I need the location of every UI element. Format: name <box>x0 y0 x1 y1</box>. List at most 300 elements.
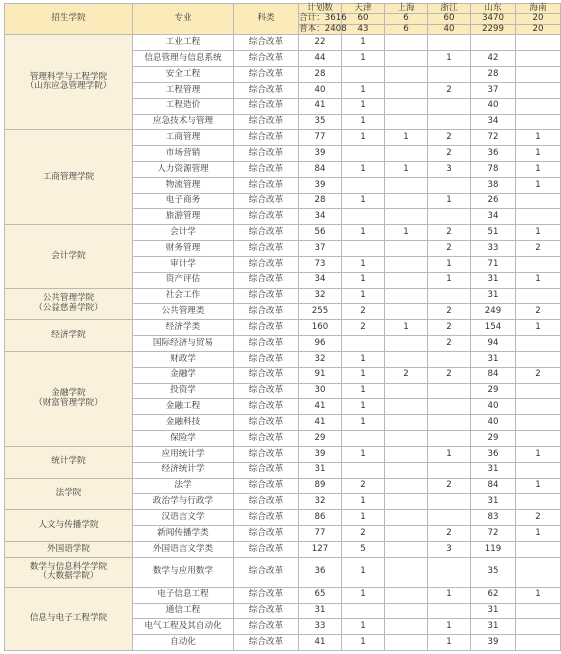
college-name-line: 会计学院 <box>51 250 86 261</box>
category-cell: 综合改革 <box>234 367 299 383</box>
region-cell <box>516 351 561 367</box>
region-cell <box>428 383 471 399</box>
region-cell <box>516 209 561 225</box>
region-cell: 1 <box>516 320 561 336</box>
region-cell: 36 <box>471 146 516 162</box>
region-cell <box>428 399 471 415</box>
region-cell <box>385 82 428 98</box>
region-cell: 1 <box>428 51 471 67</box>
region-cell: 51 <box>471 225 516 241</box>
region-cell: 2 <box>428 225 471 241</box>
region-cell <box>516 35 561 51</box>
region-cell: 31 <box>471 288 516 304</box>
major-cell: 数学与应用数学 <box>133 557 234 587</box>
summary-label: 普本： <box>299 23 325 34</box>
table-row <box>5 541 561 557</box>
region-cell <box>342 603 385 619</box>
plan-body <box>5 35 561 651</box>
category-cell: 综合改革 <box>234 431 299 447</box>
total-cell: 84 <box>299 161 342 177</box>
total-cell: 39 <box>299 177 342 193</box>
category-cell: 综合改革 <box>234 603 299 619</box>
header-category: 科类 <box>234 4 299 35</box>
major-cell: 法学 <box>133 478 234 494</box>
region-cell <box>385 431 428 447</box>
region-cell <box>385 619 428 635</box>
region-cell: 1 <box>385 320 428 336</box>
region-cell <box>385 603 428 619</box>
region-cell: 2 <box>428 478 471 494</box>
college-name-line: 公共管理学院 <box>42 293 95 304</box>
region-cell: 1 <box>428 446 471 462</box>
region-cell <box>516 67 561 83</box>
region-cell: 28 <box>471 67 516 83</box>
region-cell <box>428 35 471 51</box>
summary-cell: 20 <box>516 24 561 34</box>
major-cell: 工程管理 <box>133 82 234 98</box>
region-cell <box>428 114 471 130</box>
table-row <box>5 225 561 241</box>
region-cell: 1 <box>516 526 561 542</box>
major-cell: 经济统计学 <box>133 462 234 478</box>
region-cell: 1 <box>428 587 471 603</box>
region-cell: 1 <box>342 35 385 51</box>
college-name-line: 外国语学院 <box>47 543 90 554</box>
header-college: 招生学院 <box>5 4 133 35</box>
region-cell: 154 <box>471 320 516 336</box>
major-cell: 金融科技 <box>133 415 234 431</box>
college-name-line: （山东应急管理学院） <box>25 81 112 92</box>
region-cell: 1 <box>516 446 561 462</box>
region-cell <box>428 288 471 304</box>
region-cell: 31 <box>471 494 516 510</box>
total-cell: 39 <box>299 146 342 162</box>
region-cell <box>428 67 471 83</box>
total-cell: 28 <box>299 67 342 83</box>
region-cell <box>385 35 428 51</box>
major-cell: 信息管理与信息系统 <box>133 51 234 67</box>
region-cell: 1 <box>516 587 561 603</box>
table-row <box>5 35 561 51</box>
region-cell <box>385 193 428 209</box>
region-cell: 1 <box>342 272 385 288</box>
region-cell: 2 <box>428 336 471 352</box>
category-cell: 综合改革 <box>234 415 299 431</box>
region-cell: 1 <box>342 256 385 272</box>
region-cell: 3 <box>428 541 471 557</box>
summary-cell: 6 <box>385 24 428 34</box>
summary-total-cell <box>299 23 347 34</box>
region-cell <box>516 619 561 635</box>
region-cell: 1 <box>342 635 385 651</box>
region-cell: 1 <box>342 51 385 67</box>
region-cell: 83 <box>471 510 516 526</box>
region-cell: 1 <box>385 130 428 146</box>
table-row <box>5 478 561 494</box>
region-cell <box>385 541 428 557</box>
region-cell: 29 <box>471 383 516 399</box>
region-cell: 36 <box>471 446 516 462</box>
region-cell <box>385 635 428 651</box>
header-total: 计划数 <box>299 4 342 14</box>
major-cell: 审计学 <box>133 256 234 272</box>
college-name-line: 人文与传播学院 <box>38 519 99 530</box>
college-cell <box>5 446 133 478</box>
region-cell <box>385 446 428 462</box>
major-cell: 工商管理 <box>133 130 234 146</box>
total-cell: 127 <box>299 541 342 557</box>
total-cell: 22 <box>299 35 342 51</box>
total-cell: 160 <box>299 320 342 336</box>
region-cell: 40 <box>471 399 516 415</box>
region-cell: 1 <box>342 225 385 241</box>
region-cell <box>385 336 428 352</box>
total-cell: 31 <box>299 462 342 478</box>
region-cell: 1 <box>342 399 385 415</box>
header-region-shandong: 山东 <box>471 4 516 14</box>
region-cell <box>385 494 428 510</box>
header-region-shanghai: 上海 <box>385 4 428 14</box>
major-cell: 新闻传播学类 <box>133 526 234 542</box>
college-cell <box>5 587 133 650</box>
region-cell <box>428 603 471 619</box>
region-cell: 1 <box>342 446 385 462</box>
total-cell: 86 <box>299 510 342 526</box>
region-cell <box>385 256 428 272</box>
header-region-hainan: 海南 <box>516 4 561 14</box>
region-cell: 2 <box>428 82 471 98</box>
college-name-line: 经济学院 <box>51 329 86 340</box>
region-cell: 1 <box>342 510 385 526</box>
region-cell <box>516 462 561 478</box>
region-cell: 34 <box>471 209 516 225</box>
major-cell: 财政学 <box>133 351 234 367</box>
total-cell: 33 <box>299 619 342 635</box>
summary-cell: 43 <box>342 24 385 34</box>
region-cell: 2 <box>428 320 471 336</box>
college-name-line: 数学与信息科学学院 <box>29 561 108 572</box>
region-cell: 2 <box>516 367 561 383</box>
region-cell <box>516 193 561 209</box>
region-cell: 84 <box>471 367 516 383</box>
region-cell: 119 <box>471 541 516 557</box>
region-cell <box>516 603 561 619</box>
major-cell: 通信工程 <box>133 603 234 619</box>
table-row <box>5 320 561 336</box>
region-cell <box>471 35 516 51</box>
region-cell: 1 <box>516 130 561 146</box>
region-cell: 1 <box>342 161 385 177</box>
category-cell: 综合改革 <box>234 587 299 603</box>
region-cell <box>385 272 428 288</box>
region-cell <box>516 383 561 399</box>
major-cell: 金融学 <box>133 367 234 383</box>
region-cell <box>428 494 471 510</box>
region-cell <box>428 431 471 447</box>
region-cell <box>342 146 385 162</box>
region-cell: 1 <box>342 367 385 383</box>
major-cell: 公共管理类 <box>133 304 234 320</box>
summary-cell: 2299 <box>471 24 516 34</box>
region-cell <box>385 146 428 162</box>
region-cell <box>385 241 428 257</box>
region-cell: 2 <box>428 146 471 162</box>
category-cell: 综合改革 <box>234 193 299 209</box>
total-cell: 30 <box>299 383 342 399</box>
total-cell: 41 <box>299 98 342 114</box>
region-cell <box>516 431 561 447</box>
region-cell <box>342 462 385 478</box>
region-cell <box>385 209 428 225</box>
region-cell <box>385 177 428 193</box>
region-cell <box>428 351 471 367</box>
region-cell: 71 <box>471 256 516 272</box>
region-cell: 39 <box>471 635 516 651</box>
region-cell: 1 <box>342 193 385 209</box>
header-region-zhejiang: 浙江 <box>428 4 471 14</box>
college-name-line: 工商管理学院 <box>42 171 95 182</box>
category-cell: 综合改革 <box>234 114 299 130</box>
total-cell: 31 <box>299 603 342 619</box>
region-cell <box>385 304 428 320</box>
summary-cell: 20 <box>516 14 561 24</box>
total-cell: 41 <box>299 399 342 415</box>
region-cell: 1 <box>342 587 385 603</box>
region-cell: 1 <box>516 225 561 241</box>
region-cell: 1 <box>342 114 385 130</box>
region-cell: 26 <box>471 193 516 209</box>
region-cell: 1 <box>516 478 561 494</box>
region-cell: 1 <box>516 272 561 288</box>
major-cell: 应用统计学 <box>133 446 234 462</box>
region-cell <box>385 399 428 415</box>
category-cell: 综合改革 <box>234 256 299 272</box>
college-cell <box>5 320 133 352</box>
region-cell <box>428 462 471 478</box>
major-cell: 外国语言文学类 <box>133 541 234 557</box>
major-cell: 社会工作 <box>133 288 234 304</box>
region-cell: 1 <box>342 98 385 114</box>
category-cell: 综合改革 <box>234 130 299 146</box>
region-cell: 1 <box>342 351 385 367</box>
category-cell: 综合改革 <box>234 67 299 83</box>
college-cell <box>5 478 133 510</box>
total-cell: 39 <box>299 446 342 462</box>
total-cell: 41 <box>299 635 342 651</box>
total-cell: 56 <box>299 225 342 241</box>
region-cell <box>516 541 561 557</box>
region-cell: 1 <box>342 619 385 635</box>
college-name-line: 统计学院 <box>51 456 86 467</box>
region-cell: 1 <box>342 415 385 431</box>
header-major: 专业 <box>133 4 234 35</box>
admission-plan-document <box>4 3 545 651</box>
total-cell: 32 <box>299 494 342 510</box>
region-cell: 1 <box>428 619 471 635</box>
region-cell: 1 <box>342 288 385 304</box>
category-cell: 综合改革 <box>234 383 299 399</box>
region-cell <box>516 336 561 352</box>
region-cell <box>385 510 428 526</box>
category-cell: 综合改革 <box>234 526 299 542</box>
region-cell: 1 <box>516 177 561 193</box>
category-cell: 综合改革 <box>234 494 299 510</box>
category-cell: 综合改革 <box>234 241 299 257</box>
region-cell: 33 <box>471 241 516 257</box>
category-cell: 综合改革 <box>234 399 299 415</box>
category-cell: 综合改革 <box>234 510 299 526</box>
header-region-tianjin: 天津 <box>342 4 385 14</box>
major-cell: 工程造价 <box>133 98 234 114</box>
major-cell: 人力资源管理 <box>133 161 234 177</box>
table-row <box>5 510 561 526</box>
category-cell: 综合改革 <box>234 541 299 557</box>
table-row <box>5 130 561 146</box>
region-cell <box>385 51 428 67</box>
region-cell: 1 <box>385 161 428 177</box>
region-cell <box>516 635 561 651</box>
summary-cell: 60 <box>428 14 471 24</box>
region-cell <box>516 82 561 98</box>
region-cell <box>428 177 471 193</box>
total-cell: 77 <box>299 526 342 542</box>
total-cell: 65 <box>299 587 342 603</box>
major-cell: 政治学与行政学 <box>133 494 234 510</box>
total-cell: 29 <box>299 431 342 447</box>
region-cell: 40 <box>471 98 516 114</box>
region-cell: 34 <box>471 114 516 130</box>
major-cell: 国际经济与贸易 <box>133 336 234 352</box>
major-cell: 安全工程 <box>133 67 234 83</box>
major-cell: 投资学 <box>133 383 234 399</box>
region-cell <box>342 67 385 83</box>
region-cell <box>516 494 561 510</box>
major-cell: 保险学 <box>133 431 234 447</box>
total-cell: 32 <box>299 351 342 367</box>
category-cell: 综合改革 <box>234 336 299 352</box>
region-cell: 249 <box>471 304 516 320</box>
region-cell <box>385 288 428 304</box>
category-cell: 综合改革 <box>234 272 299 288</box>
total-cell: 28 <box>299 193 342 209</box>
college-name-line: （财富管理学院） <box>34 397 103 408</box>
major-cell: 物流管理 <box>133 177 234 193</box>
category-cell: 综合改革 <box>234 82 299 98</box>
region-cell <box>385 462 428 478</box>
total-cell: 44 <box>299 51 342 67</box>
region-cell: 2 <box>342 320 385 336</box>
major-cell: 应急技术与管理 <box>133 114 234 130</box>
college-cell <box>5 35 133 130</box>
region-cell: 1 <box>342 494 385 510</box>
major-cell: 电气工程及其自动化 <box>133 619 234 635</box>
region-cell: 2 <box>428 367 471 383</box>
region-cell: 2 <box>428 130 471 146</box>
region-cell <box>516 98 561 114</box>
region-cell: 2 <box>428 241 471 257</box>
region-cell <box>516 288 561 304</box>
region-cell <box>516 399 561 415</box>
region-cell: 94 <box>471 336 516 352</box>
region-cell: 40 <box>471 415 516 431</box>
region-cell: 3 <box>428 161 471 177</box>
total-cell: 41 <box>299 415 342 431</box>
region-cell: 84 <box>471 478 516 494</box>
total-cell: 34 <box>299 272 342 288</box>
region-cell <box>385 478 428 494</box>
region-cell <box>385 383 428 399</box>
major-cell: 财务管理 <box>133 241 234 257</box>
region-cell: 2 <box>385 367 428 383</box>
region-cell: 2 <box>516 510 561 526</box>
region-cell <box>342 209 385 225</box>
summary-value: 2408 <box>324 23 347 34</box>
major-cell: 经济学类 <box>133 320 234 336</box>
region-cell: 1 <box>342 383 385 399</box>
total-cell: 96 <box>299 336 342 352</box>
category-cell: 综合改革 <box>234 35 299 51</box>
region-cell <box>428 557 471 587</box>
region-cell <box>516 415 561 431</box>
region-cell: 31 <box>471 351 516 367</box>
college-name-line: 信息与电子工程学院 <box>29 613 108 624</box>
total-cell: 32 <box>299 288 342 304</box>
category-cell: 综合改革 <box>234 320 299 336</box>
region-cell <box>385 98 428 114</box>
category-cell: 综合改革 <box>234 288 299 304</box>
total-cell: 255 <box>299 304 342 320</box>
region-cell: 2 <box>516 304 561 320</box>
category-cell: 综合改革 <box>234 462 299 478</box>
region-cell: 1 <box>385 225 428 241</box>
table-row <box>5 557 561 587</box>
college-cell <box>5 557 133 587</box>
category-cell: 综合改革 <box>234 146 299 162</box>
region-cell <box>428 209 471 225</box>
region-cell: 35 <box>471 557 516 587</box>
summary-total-cell <box>299 13 347 24</box>
category-cell: 综合改革 <box>234 98 299 114</box>
category-cell: 综合改革 <box>234 225 299 241</box>
category-cell: 综合改革 <box>234 177 299 193</box>
category-cell: 综合改革 <box>234 304 299 320</box>
summary-value: 3616 <box>324 13 347 24</box>
region-cell: 37 <box>471 82 516 98</box>
college-cell <box>5 288 133 320</box>
region-cell <box>385 526 428 542</box>
table-row <box>5 351 561 367</box>
region-cell <box>342 241 385 257</box>
summary-cell: 6 <box>385 14 428 24</box>
category-cell: 综合改革 <box>234 557 299 587</box>
category-cell: 综合改革 <box>234 446 299 462</box>
region-cell: 29 <box>471 431 516 447</box>
college-cell <box>5 351 133 446</box>
region-cell: 2 <box>342 478 385 494</box>
region-cell: 78 <box>471 161 516 177</box>
region-cell: 31 <box>471 462 516 478</box>
region-cell: 1 <box>516 161 561 177</box>
total-cell: 34 <box>299 209 342 225</box>
region-cell <box>385 587 428 603</box>
major-cell: 汉语言文学 <box>133 510 234 526</box>
category-cell: 综合改革 <box>234 209 299 225</box>
category-cell: 综合改革 <box>234 51 299 67</box>
admission-plan-table <box>4 3 561 651</box>
major-cell: 金融工程 <box>133 399 234 415</box>
region-cell <box>342 177 385 193</box>
region-cell: 2 <box>428 304 471 320</box>
